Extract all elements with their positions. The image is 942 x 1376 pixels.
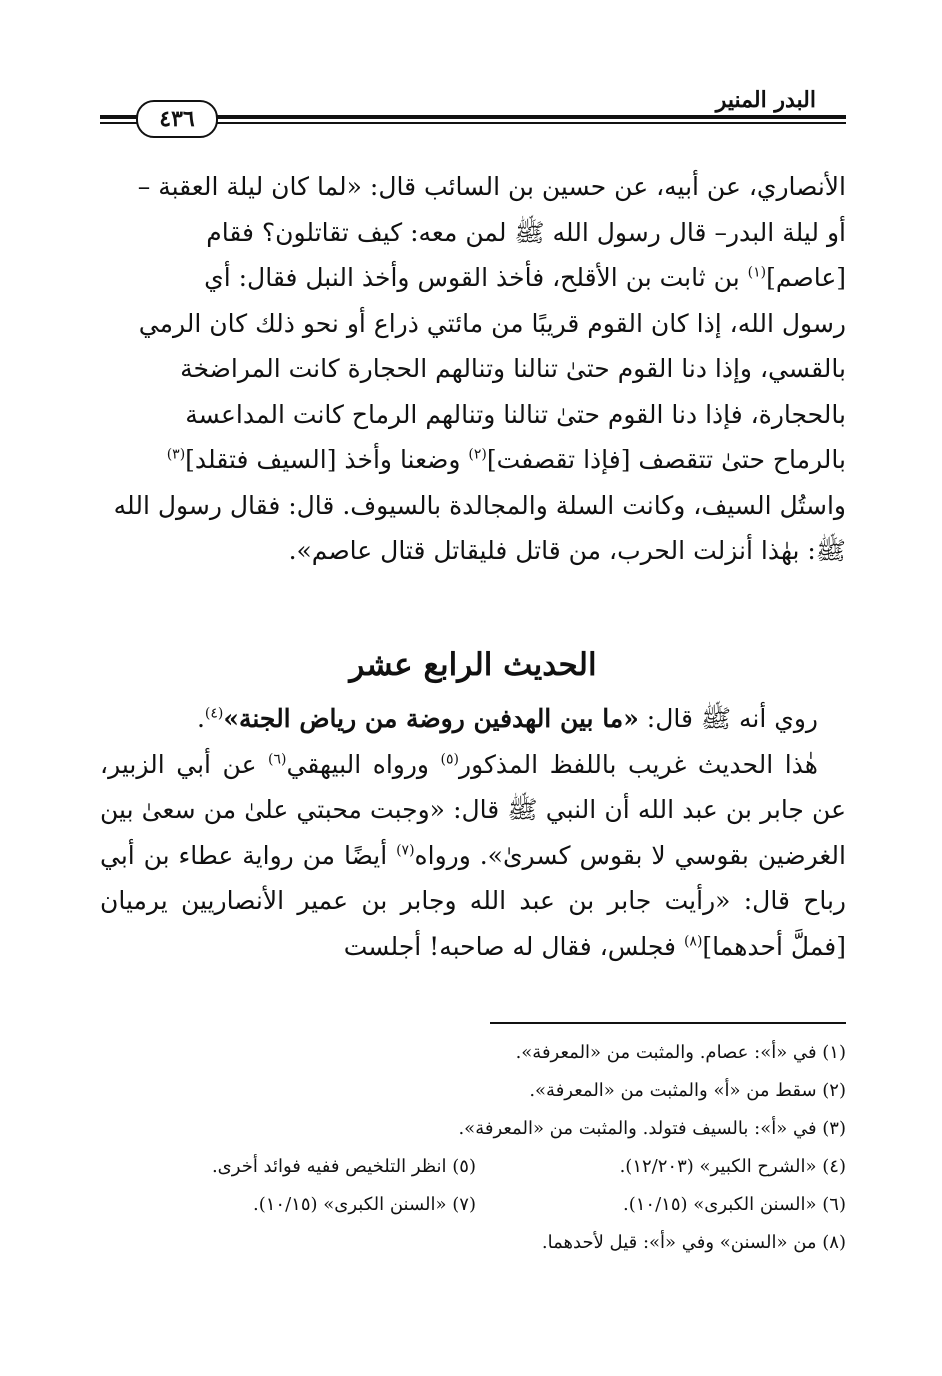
body-line: الأنصاري، عن أبيه، عن حسين بن السائب قال: «لما كان ليلة العقبة – bbox=[137, 172, 846, 201]
body-line: بالرماح حتىٰ تتقصف [فإذا تقصفت]$^{(٢)}$ وضعنا وأخذ [السيف فتقلد]$^{(٣)}$ bbox=[166, 445, 846, 474]
footnote: (٤) «الشرح الكبير» (١٢/٢٠٣). bbox=[619, 1156, 846, 1177]
body-line: بالقسي، وإذا دنا القوم حتىٰ تنالنا وتنالهم الحجارة كانت المراضخة bbox=[180, 354, 846, 383]
footnote-ref: (٦) bbox=[268, 751, 287, 768]
paragraph: روي أنه ﷺ قال: «ما بين الهدفين روضة من رياض الجنة»$^{(٤)}$. bbox=[196, 704, 818, 733]
section-heading: الحديث الرابع عشر bbox=[349, 647, 597, 683]
footnote-ref: (٧) bbox=[396, 842, 415, 859]
footnote: (٨) من «السنن» وفي «أ»: قيل لأحدهما. bbox=[541, 1232, 846, 1253]
footnote-row bbox=[100, 1148, 846, 1186]
footnote: (٦) «السنن الكبرى» (١٠/١٥). bbox=[623, 1194, 846, 1215]
footnote-ref: (٥) bbox=[440, 751, 459, 768]
page-number bbox=[136, 100, 218, 138]
page-header bbox=[100, 86, 846, 136]
page-number-text: ٤٣٦ bbox=[159, 106, 195, 132]
footnote: (٧) «السنن الكبرى» (١٠/١٥). bbox=[253, 1194, 476, 1215]
footnote: (٥) انظر التلخيص ففيه فوائد أخرى. bbox=[211, 1156, 476, 1177]
section-body bbox=[100, 696, 846, 969]
footnote: (٣) في «أ»: بالسيف فتولد. والمثبت من «المعرفة». bbox=[458, 1118, 846, 1139]
body-line: ﷺ: بهٰذا أنزلت الحرب، من قاتل فليقاتل قتال عاصم». bbox=[288, 536, 846, 565]
body-line: [عاصم]$^{(١)}$ بن ثابت بن الأقلح، فأخذ القوس وأخذ النبل فقال: أي bbox=[204, 263, 846, 292]
footnote: (١) في «أ»: عصام. والمثبت من «المعرفة». bbox=[515, 1042, 846, 1063]
body-line: رسول الله، إذا كان القوم قريبًا من مائتي ذراع أو نحو ذلك كان الرمي bbox=[138, 308, 846, 338]
footnote: (٢) سقط من «أ» والمثبت من «المعرفة». bbox=[529, 1080, 846, 1101]
body-line: واستُل السيف، وكانت السلة والمجالدة بالسيوف. قال: فقال رسول الله bbox=[113, 490, 846, 520]
footnotes bbox=[100, 1034, 846, 1262]
hadith-quote: «ما بين الهدفين روضة من رياض الجنة» bbox=[223, 704, 639, 733]
body-line: أو ليلة البدر– قال رسول الله ﷺ لمن معه: كيف تقاتلون؟ فقام bbox=[206, 217, 846, 247]
footnote-ref: (١) bbox=[747, 264, 767, 281]
footnote-separator bbox=[490, 1022, 846, 1024]
body-text bbox=[100, 164, 846, 574]
body-line: بالحجارة، فإذا دنا القوم حتىٰ تنالنا وتنالهم الرماح كانت المداعسة bbox=[185, 399, 846, 429]
running-title: البدر المنير bbox=[710, 86, 822, 114]
paragraph: هٰذا الحديث غريب باللفظ المذكور$^{(٥)}$ ورواه البيهقي$^{(٦)}$ عن أبي الزبير، عن جابر بن عبد الله أن النبي ﷺ قال: «وجبت محبتي علىٰ من سعىٰ بين الغرضين بقوسي لا بقوس كسرىٰ». ورواه$^{(٧)}$ أيضًا من رواية عطاء بن أبي رباح قال: «رأيت جابر بن عبد الله وجابر بن عمير الأنصاريين يرميان [فملَّ أحدهما]$^{(٨)}$ فجلس، فقال له صاحبه! أجلست bbox=[100, 749, 846, 961]
footnote-row bbox=[100, 1186, 846, 1224]
footnote-ref: (٨) bbox=[683, 933, 703, 950]
footnote-ref: (٤) bbox=[204, 705, 224, 722]
footnote-ref: (٢) bbox=[468, 446, 487, 463]
footnote-ref: (٣) bbox=[166, 446, 186, 463]
